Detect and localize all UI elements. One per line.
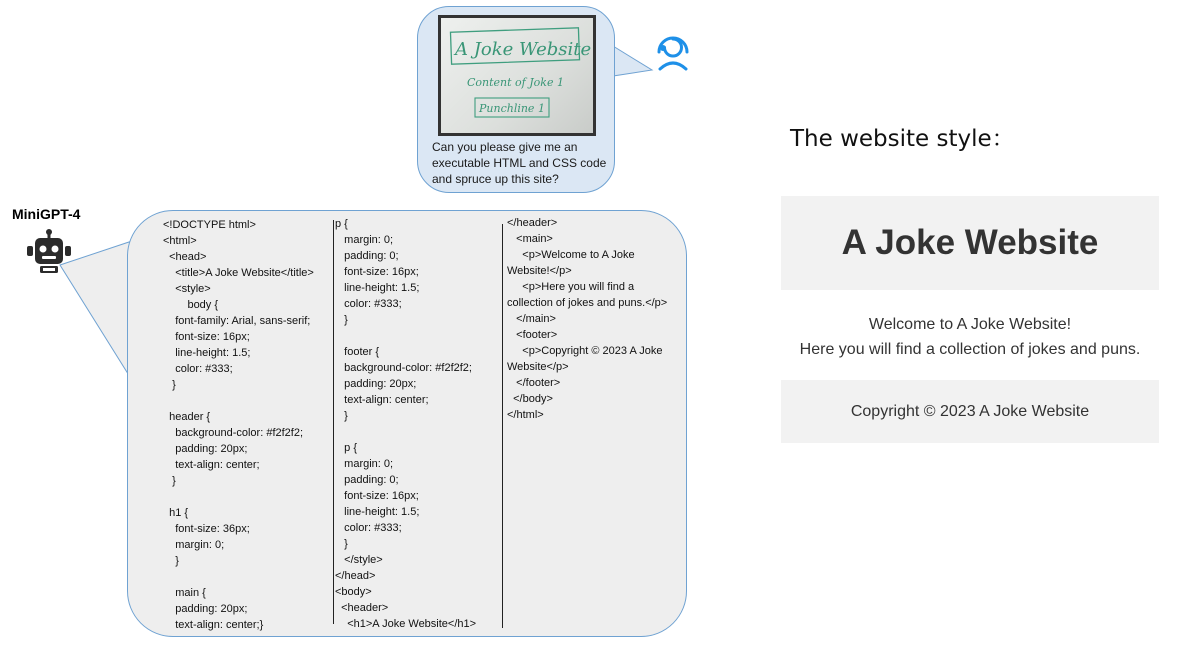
code-column-2: p { margin: 0; padding: 0; font-size: 16px; line-height: 1.5; color: #333; } footer { background-color: #f2f2f2; padding: 20px; text-align: center; } p { margin: 0; padding: 0; font-size: 16px; line-height: 1.5; color: #333; } </style> </head> <body> <header> <h1>A Joke Website</h1> xyxy=(335,218,477,630)
preview-welcome-text: Welcome to A Joke Website! xyxy=(868,316,1072,333)
sketch-title: A Joke Website xyxy=(455,39,592,60)
bot-name-label: MiniGPT-4 xyxy=(12,206,81,222)
robot-icon xyxy=(25,228,73,274)
preview-site-header xyxy=(781,196,1159,290)
website-style-heading: The website style： xyxy=(790,126,1015,152)
sketch-line-3: Punchline 1 xyxy=(479,102,545,115)
preview-site-main xyxy=(781,312,1159,362)
preview-intro-text: Here you will find a collection of jokes and puns. xyxy=(799,341,1141,358)
user-headset-icon xyxy=(650,27,696,73)
user-question-text: Can you please give me an executable HTML and CSS code and spruce up this site? xyxy=(432,140,607,186)
code-column-1: <!DOCTYPE html> <html> <head> <title>A Joke Website</title> <style> body { font-family: Arial, sans-serif; font-size: 16px; line-height: 1.5; color: #333; } header { background-color: #f2f2f2; padding: 20px; text-align: center; } h1 { font-size: 36px; margin: 0; } main { padding: 20px; text-align: center;} xyxy=(163,219,314,631)
code-column-divider xyxy=(502,224,503,628)
code-column-3: </header> <main> <p>Welcome to A Joke Website!</p> <p>Here you will find a collection of jokes and puns.</p> </main> <footer> <p>Copyright © 2023 A Joke Website</p> </footer> </body> </html> xyxy=(507,217,668,421)
whiteboard-sketch-photo xyxy=(438,15,596,136)
preview-site-title: A Joke Website xyxy=(841,223,1099,262)
preview-site-footer xyxy=(781,380,1159,443)
code-column-divider xyxy=(333,220,334,624)
sketch-drawing xyxy=(441,18,593,133)
sketch-line-2: Content of Joke 1 xyxy=(467,76,564,89)
preview-copyright-text: Copyright © 2023 A Joke Website xyxy=(850,402,1090,420)
